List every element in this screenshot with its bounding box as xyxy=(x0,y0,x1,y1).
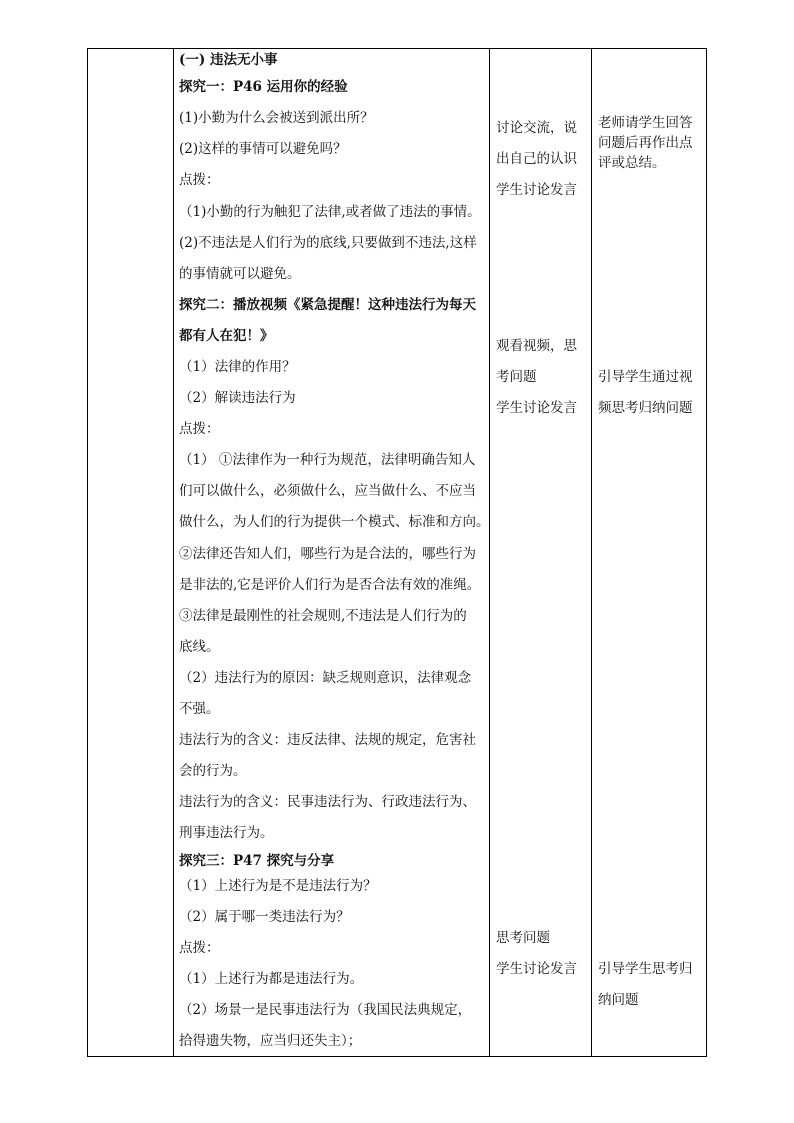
teacher-design-line: 引导学生思考归 xyxy=(598,961,693,977)
content-line: 拾得遗失物，应当归还失主）； xyxy=(179,1033,362,1049)
student-activity-column xyxy=(490,49,592,1056)
content-line: （1） ①法律作为一种行为规范，法律明确告知人 xyxy=(179,452,476,468)
student-activity-line: 观看视频，思 xyxy=(496,338,577,354)
content-line: （2）解读违法行为 xyxy=(179,390,296,406)
student-activity-line: 讨论交流，说 xyxy=(496,120,577,136)
content-line: （2）违法行为的原因：缺乏规则意识，法律观念 xyxy=(179,670,472,686)
student-activity-line: 学生讨论发言 xyxy=(496,182,577,198)
student-activity-line: 学生讨论发言 xyxy=(496,961,577,977)
inquiry-heading-2: 探究二：播放视频《紧急提醒！这种违法行为每天 xyxy=(179,297,476,313)
student-activity-line: 思考问题 xyxy=(496,930,550,946)
content-line: （2）场景一是民事违法行为（我国民法典规定， xyxy=(179,1002,472,1018)
content-line: （1）法律的作用？ xyxy=(179,359,296,375)
content-line: 会的行为。 xyxy=(179,763,247,779)
inquiry-heading-2-cont: 都有人在犯！》 xyxy=(179,328,274,344)
content-line: 点拨： xyxy=(179,940,220,956)
content-line: ③法律是最刚性的社会规则,不违法是人们行为的 xyxy=(179,608,467,624)
content-line: 违法行为的含义：违反法律、法规的规定，危害社 xyxy=(179,732,476,748)
content-line: (2)不违法是人们行为的底线,只要做到不违法,这样 xyxy=(179,235,477,251)
content-line: ②法律还告知人们，哪些行为是合法的，哪些行为 xyxy=(179,546,476,562)
content-line: 刑事违法行为。 xyxy=(179,825,274,841)
student-activity-line: 学生讨论发言 xyxy=(496,400,577,416)
content-line: 们可以做什么，必须做什么，应当做什么、不应当 xyxy=(179,483,476,499)
content-line: （2）属于哪一类违法行为？ xyxy=(179,909,350,925)
content-line: 违法行为的含义：民事违法行为、行政违法行为、 xyxy=(179,794,476,810)
lesson-table xyxy=(87,48,707,1057)
content-line: 做什么，为人们的行为提供一个模式、标准和方向。 xyxy=(179,514,490,530)
content-line: 不强。 xyxy=(179,701,220,717)
teaching-content-column xyxy=(174,49,490,1056)
teacher-design-line: 评或总结。 xyxy=(598,155,666,171)
content-line: （1)小勤的行为触犯了法律,或者做了违法的事情。 xyxy=(179,204,481,220)
content-line: 是非法的,它是评价人们行为是否合法有效的准绳。 xyxy=(179,577,481,593)
content-line: 的事情就可以避免。 xyxy=(179,266,301,282)
section-heading: (一) 违法无小事 xyxy=(179,52,278,68)
content-line: 点拨： xyxy=(179,421,220,437)
teacher-design-line: 问题后再作出点 xyxy=(598,135,693,151)
teacher-design-column xyxy=(592,49,706,1056)
content-line: (2)这样的事情可以避免吗？ xyxy=(179,141,347,157)
student-activity-line: 出自己的认识 xyxy=(496,151,577,167)
teacher-design-line: 频思考归纳问题 xyxy=(598,400,693,416)
teacher-design-line: 纳问题 xyxy=(598,992,639,1008)
teacher-design-line: 引导学生通过视 xyxy=(598,369,693,385)
inquiry-heading-1: 探究一：P46 运用你的经验 xyxy=(179,79,348,95)
content-line: （1）上述行为都是违法行为。 xyxy=(179,971,364,987)
content-line: 底线。 xyxy=(179,639,220,655)
content-line: 点拨： xyxy=(179,172,220,188)
content-line: (1)小勤为什么会被送到派出所？ xyxy=(179,110,374,126)
student-activity-line: 考问题 xyxy=(496,369,537,385)
inquiry-heading-3: 探究三：P47 探究与分享 xyxy=(179,853,335,869)
teacher-design-line: 老师请学生回答 xyxy=(598,115,693,131)
content-line: （1）上述行为是不是违法行为？ xyxy=(179,878,377,894)
